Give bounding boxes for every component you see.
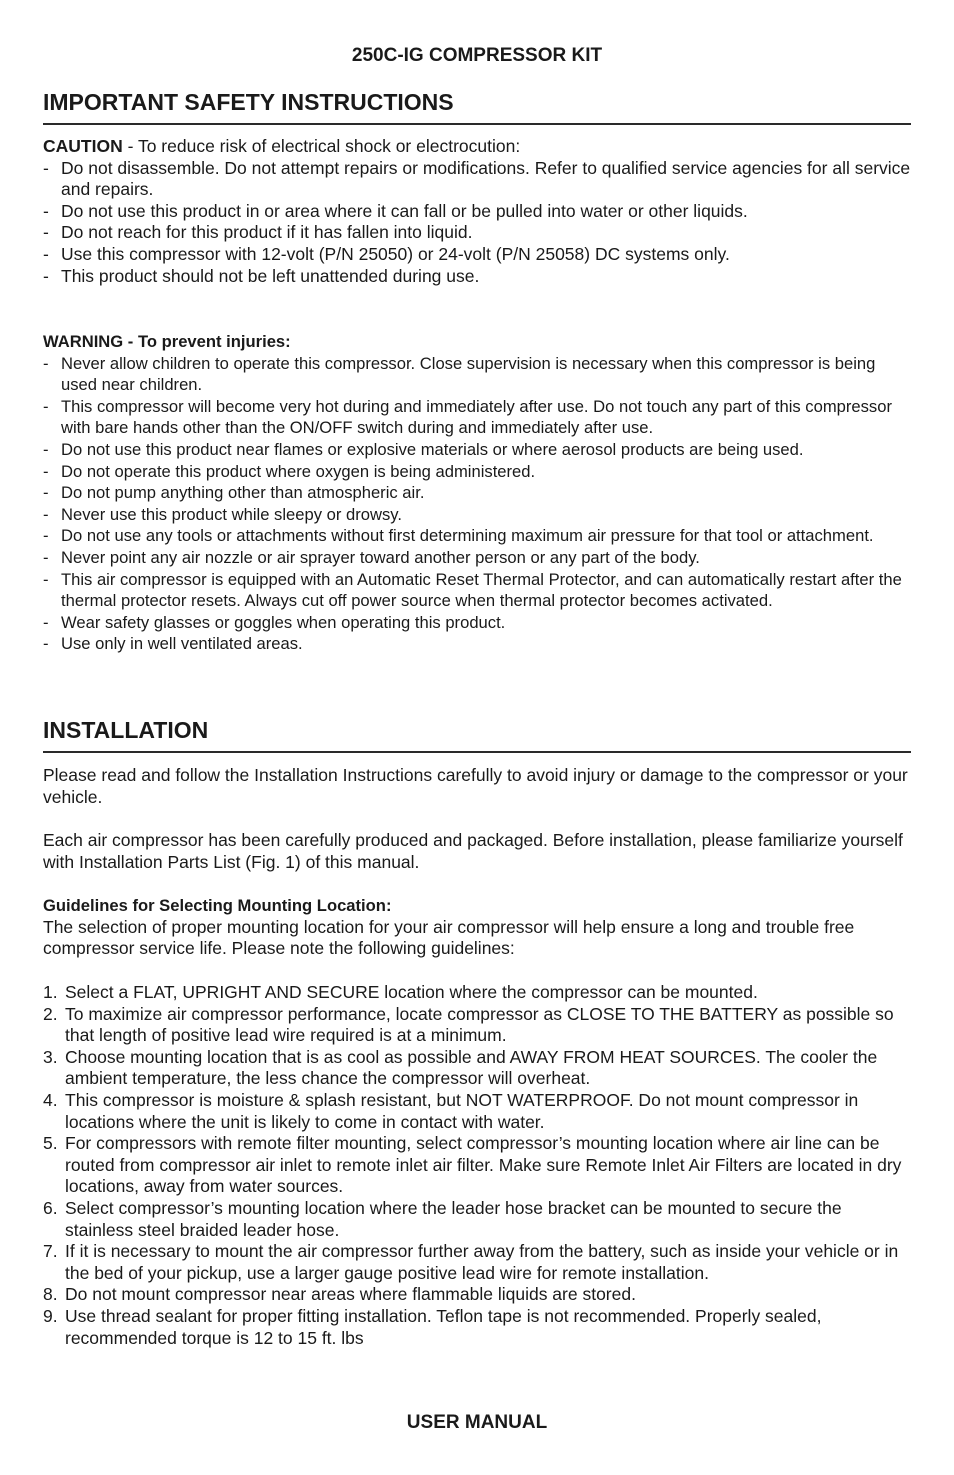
step-item bbox=[43, 1306, 913, 1349]
steps-list bbox=[43, 982, 913, 1349]
caution-label: CAUTION bbox=[43, 136, 123, 156]
guidelines-block bbox=[43, 895, 913, 960]
step-text: To maximize air compressor performance, locate compressor as CLOSE TO THE BATTERY as possible so that length of positive lead wire required is at a minimum. bbox=[65, 1003, 894, 1046]
warning-label: WARNING - To prevent injuries: bbox=[43, 332, 291, 351]
installation-section-heading: INSTALLATION bbox=[43, 716, 911, 753]
warning-item: - Do not pump anything other than atmospheric air. bbox=[43, 482, 913, 504]
step-number: 9. bbox=[43, 1305, 58, 1326]
step-number: 4. bbox=[43, 1089, 58, 1110]
step-number: 3. bbox=[43, 1046, 58, 1067]
step-text: For compressors with remote filter mounting, select compressor’s mounting location where air line can be routed from compressor air inlet to remote inlet air filter. Make sure Remote Inlet Air Filters are located in dry locations, away from water sources. bbox=[65, 1133, 902, 1197]
warning-item: - Never point any air nozzle or air sprayer toward another person or any part of the body. bbox=[43, 547, 913, 569]
caution-item: - Do not disassemble. Do not attempt repairs or modifications. Refer to qualified service agencies for all service and repairs. bbox=[43, 158, 913, 201]
step-text: Select compressor’s mounting location where the leader hose bracket can be mounted to secure the stainless steel braided leader hose. bbox=[65, 1197, 842, 1240]
step-number: 8. bbox=[43, 1284, 58, 1305]
step-item bbox=[43, 1047, 913, 1090]
installation-packaging bbox=[43, 830, 913, 873]
caution-item: - Do not reach for this product if it has fallen into liquid. bbox=[43, 222, 913, 244]
caution-list bbox=[43, 158, 913, 288]
step-item bbox=[43, 1004, 913, 1047]
caution-lead bbox=[43, 136, 913, 158]
warning-list bbox=[43, 353, 913, 655]
warning-item: - This air compressor is equipped with an Automatic Reset Thermal Protector, and can automatically restart after the thermal protector resets. Always cut off power source when thermal protector becomes activated. bbox=[43, 569, 913, 612]
warning-item: - Do not operate this product where oxygen is being administered. bbox=[43, 461, 913, 483]
warning-item: - Never allow children to operate this compressor. Close supervision is necessary when this compressor is being used near children. bbox=[43, 353, 913, 396]
step-number: 1. bbox=[43, 982, 58, 1002]
caution-block bbox=[43, 136, 913, 287]
step-text: Select a FLAT, UPRIGHT AND SECURE location where the compressor can be mounted. bbox=[65, 982, 758, 1002]
warning-item: - Use only in well ventilated areas. bbox=[43, 633, 913, 655]
safety-section-heading: IMPORTANT SAFETY INSTRUCTIONS bbox=[43, 88, 911, 125]
step-text: This compressor is moisture & splash resistant, but NOT WATERPROOF. Do not mount compressor in locations where the unit is likely to come in contact with water. bbox=[65, 1089, 859, 1132]
installation-paragraph: Please read and follow the Installation Instructions carefully to avoid injury or damage to the compressor or your vehicle. bbox=[43, 765, 908, 807]
step-number: 6. bbox=[43, 1197, 58, 1218]
step-text: Do not mount compressor near areas where flammable liquids are stored. bbox=[65, 1284, 636, 1305]
warning-item: - Never use this product while sleepy or drowsy. bbox=[43, 504, 913, 526]
mounting-steps bbox=[43, 982, 913, 1349]
installation-paragraph: Each air compressor has been carefully produced and packaged. Before installation, please familiarize yourself with Installation Parts List (Fig. 1) of this manual. bbox=[43, 830, 903, 872]
step-number: 5. bbox=[43, 1133, 58, 1154]
step-number: 2. bbox=[43, 1003, 58, 1024]
step-item bbox=[43, 1198, 913, 1241]
guidelines-heading: Guidelines for Selecting Mounting Location: bbox=[43, 896, 392, 915]
caution-text: - To reduce risk of electrical shock or electrocution: bbox=[122, 136, 521, 156]
step-text: If it is necessary to mount the air compressor further away from the battery, such as inside your vehicle or in the bed of your pickup, use a larger gauge positive lead wire for remote installation. bbox=[65, 1241, 899, 1283]
step-item bbox=[43, 1133, 913, 1198]
step-text: Use thread sealant for proper fitting installation. Teflon tape is not recommended. Properly sealed, recommended torque is 12 to 15 ft. lbs bbox=[65, 1305, 822, 1348]
step-item bbox=[43, 1284, 913, 1306]
step-item bbox=[43, 1090, 913, 1133]
installation-intro bbox=[43, 765, 913, 808]
caution-item: - Do not use this product in or area where it can fall or be pulled into water or other liquids. bbox=[43, 201, 913, 223]
warning-item: - Do not use this product near flames or explosive materials or where aerosol products are being used. bbox=[43, 439, 913, 461]
step-number: 7. bbox=[43, 1241, 58, 1262]
warning-item: - This compressor will become very hot during and immediately after use. Do not touch any part of this compressor with bare hands other than the ON/OFF switch during and immediately after use. bbox=[43, 396, 913, 439]
document-title: 250C-IG COMPRESSOR KIT bbox=[351, 45, 603, 66]
warning-item: - Do not use any tools or attachments without first determining maximum air pressure for that tool or attachment. bbox=[43, 525, 913, 547]
step-text: Choose mounting location that is as cool as possible and AWAY FROM HEAT SOURCES. The cooler the ambient temperature, the less chance the compressor will overheat. bbox=[65, 1046, 878, 1089]
step-item bbox=[43, 982, 913, 1004]
caution-item: - Use this compressor with 12-volt (P/N 25050) or 24-volt (P/N 25058) DC systems only. bbox=[43, 244, 913, 266]
guidelines-intro: The selection of proper mounting location for your air compressor will help ensure a long and trouble free compressor service life. Please note the following guidelines: bbox=[43, 916, 855, 959]
warning-block bbox=[43, 331, 913, 655]
page-footer: USER MANUAL bbox=[406, 1412, 548, 1433]
warning-item: - Wear safety glasses or goggles when operating this product. bbox=[43, 612, 913, 634]
step-item bbox=[43, 1241, 913, 1284]
caution-item: - This product should not be left unattended during use. bbox=[43, 266, 913, 288]
